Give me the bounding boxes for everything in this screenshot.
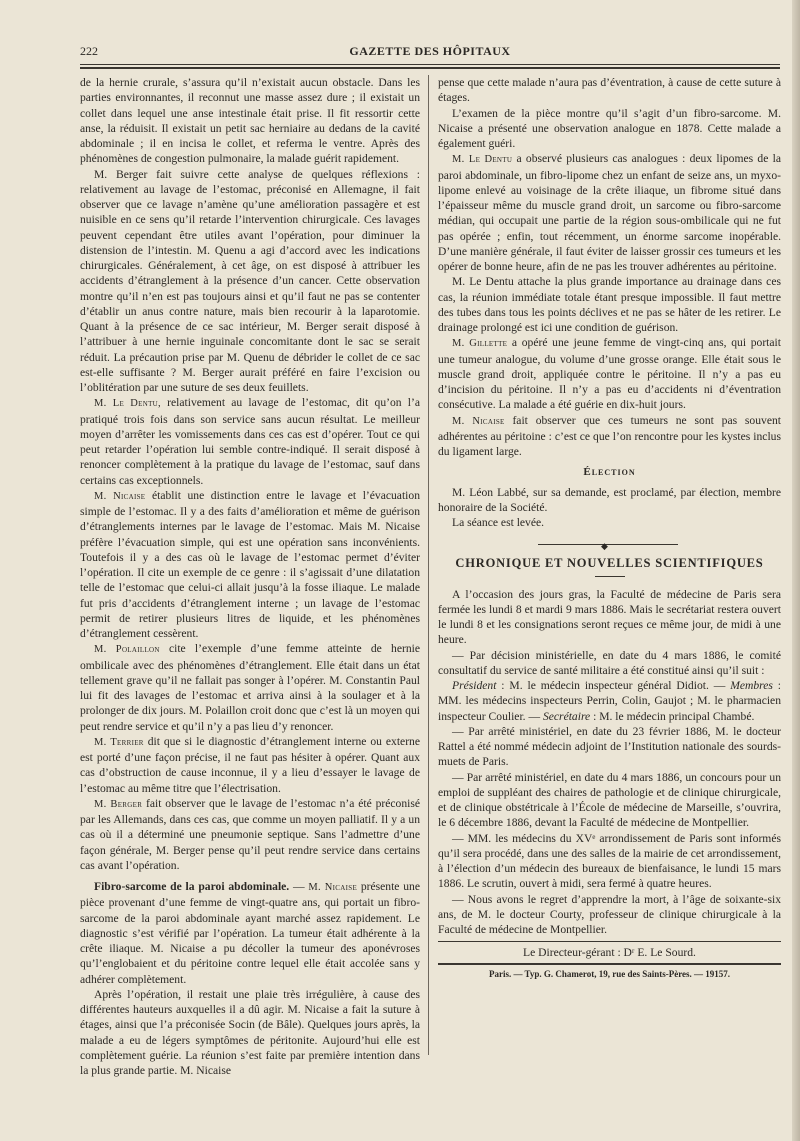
- speaker-name: M. Gillette: [452, 338, 508, 350]
- speaker-name: M. Polaillon: [94, 644, 160, 656]
- paragraph: M. Polaillon cite l’exemple d’une femme atteinte de hernie ombilicale avec des phénomènes d’étranglement. Elle était dans un état tellement grave qu’il ne fallait pas songer à l’opérer. M. Constantin Paul lui fit des lavages de l’estomac et arriva ainsi à la soulager et à la prolonger de dix jours. M. Polaillon croit donc que c’est là un moyen qui peut rendre service et qu’il n’y a pas lieu d’y renoncer.: [80, 642, 420, 733]
- paragraph: M. Berger fait suivre cette analyse de quelques réflexions : relativement au lavage de l’estomac, préconisé en Allemagne, il fait observer que ce lavage n’amène qu’une amélioration passagère et est nuisible en ce sens qu’il retarde l’intervention chirurgicale. Ces lavages peuvent cependant être utiles avant l’opération, pour diminuer la distension de l’intestin. M. Quenu a agi d’accord avec les indications chirurgicales. Généralement, à cet âge, on est disposé à attribuer les accidents d’étranglement à la présence d’un cancer. Cette observation montre qu’il n’en est pas toujours ainsi et qu’il faut ne pas se contenter d’établir un anus contre nature, mais bien recourir à la laparotomie. Quant à la présence de ce sac intérieur, M. Berger serait disposé à l’attribuer à une hernie inguinale concomitante dont le sac se serait réduit. La précaution prise par M. Quenu de débrider le collet de ce sac est-elle suffisante ? M. Berger aurait préféré en faire l’excision ou l’oblitération par une suture de ses deux feuillets.: [80, 167, 420, 394]
- left-column: [80, 75, 420, 1078]
- paragraph: — Nous avons le regret d’apprendre la mort, à l’âge de soixante-six ans, de M. le docteur Courty, professeur de clinique chirurgicale à la Faculté de médecine de Montpellier.: [438, 892, 781, 936]
- paragraph: M. Léon Labbé, sur sa demande, est proclamé, par élection, membre honoraire de la Société.: [438, 485, 781, 514]
- election-heading: Élection: [583, 466, 636, 479]
- paragraph: La séance est levée.: [452, 516, 545, 529]
- paragraph: M. Le Dentu, relativement au lavage de l’estomac, dit qu’on l’a pratiqué trois fois dans son service sans aucun résultat. Le meilleur moyen d’arrêter les vomissements dans ces cas est d’opérer. Tout ce qui peut retarder l’opération lui semble contre-indiqué. Il serait disposé à renoncer complètement à la pratique du lavage de l’estomac, sauf dans certains cas exceptionnels.: [80, 396, 420, 487]
- speaker-name: M. Nicaise: [308, 882, 358, 893]
- paragraph: L’examen de la pièce montre qu’il s’agit d’un fibro-sarcome. M. Nicaise a présenté une observation analogue en 1878. Cette malade a également guéri.: [438, 106, 781, 150]
- paragraph: M. Nicaise fait observer que ces tumeurs ne sont pas souvent adhérentes au péritoine : c’est ce que l’on rencontre pour les kystes inclus du ligament large.: [438, 413, 781, 458]
- paragraph: M. Terrier dit que si le diagnostic d’étranglement interne ou externe est porté d’une façon précise, il ne faut pas hésiter à opérer. Quant aux cas d’obstruction de cause inconnue, il y a lieu d’essayer le lavage de l’estomac au même titre que l’électrisation.: [80, 734, 421, 795]
- page-header: [80, 44, 780, 64]
- short-rule: [595, 576, 625, 577]
- paragraph: — Par arrêté ministériel, en date du 23 février 1886, M. le docteur Rattel a été nommé médecin adjoint de l’Institution nationale des sourds-muets de Paris.: [438, 724, 781, 769]
- paragraph: — MM. les médecins du XVᵉ arrondissement de Paris sont informés qu’il sera procédé, dans une des salles de la mairie de cet arrondissement, à l’élection d’un médecin des bureaux de bienfaisance, le lundi 15 mars 1886. Le scrutin, ouvert à midi, sera fermé à quatre heures.: [438, 831, 781, 891]
- paragraph: de la hernie crurale, s’assura qu’il n’existait aucun obstacle. Dans les parties environnantes, il reconnut une masse assez dure ; il existait un collet dans lequel une anse intestinale était prise. Il fit ressortir cette anse, la réduisit. Il existait un petit sac herniaire au dedans de la cavité abdominale ; il en incisa le collet, et referma le ventre. Après des phénomènes de congestion pulmonaire, la malade guérit rapidement.: [80, 76, 420, 166]
- section-heading: Fibro-sarcome de la paroi abdominale.: [94, 880, 290, 893]
- signature-line: Le Directeur-gérant : Dʳ E. Le Sourd.: [523, 946, 696, 960]
- ornament-divider: ◆: [438, 538, 781, 550]
- paragraph: M. Berger fait observer que le lavage de l’estomac n’a été préconisé par les Allemands, dans ces cas, que comme un moyen palliatif. Il y a un cas où il a déterminé une pneumonie septique. Sans l’admettre d’une façon générale, M. Berger pense qu’il peut rendre service dans certains cas avant l’opération.: [80, 796, 420, 872]
- paragraph: Fibro-sarcome de la paroi abdominale. — M. Nicaise présente une pièce provenant d’une femme de vingt-quatre ans, qui portait un fibro-sarcome de la paroi abdominale ayant marché assez rapidement. Le diagnostic s’est vérifié par l’opération. La tumeur était adhérente à la crête iliaque. M. Nicaise a pu décoller la tumeur des aponévroses qu’l’englobaient et du péritoine contre lequel elle était accolée sans y adhérer complètement.: [80, 880, 420, 986]
- paragraph: M. Le Dentu a observé plusieurs cas analogues : deux lipomes de la paroi abdominale, un fibro-lipome chez un enfant de seize ans, un myxo-lipome enlevé au voisinage de la crête iliaque, un fibrome situé dans l’épaisseur même du muscle grand droit, un sarcome ou fibro-sarcome médian, qui occupait une partie de la région sous-ombilicale qui ne fut pas opérée ; enfin, tout récemment, un énorme sarcome inopérable. D’une manière générale, il faut éviter de laisser grossir ces tumeurs et les opérer de bonne heure, afin de ne pas les trouver adhérentes au péritoine.: [438, 152, 781, 273]
- speaker-name: M. Le Dentu,: [94, 398, 161, 410]
- header-rule-thick: [80, 67, 780, 69]
- paragraph: M. Nicaise établit une distinction entre le lavage et l’évacuation simple de l’estomac. Il y a des faits d’amélioration et même de guérison d’étranglements internes par le lavage de l’estomac. Mais M. Nicaise préfère l’évacuation simple, qui est une opération sans inconvénients. Toutefois il y a des cas où le lavage de l’estomac permet d’éviter l’opération. Il cite un exemple de ce genre : il s’agissait d’une dilatation telle de l’estomac que celui-ci allait jusqu’à la fosse iliaque. Le malade fut pris d’accidents d’étranglement interne ; un lavage de l’estomac permit de retirer plusieurs litres de liquide, et les phénomènes d’étranglement cessèrent.: [80, 488, 420, 640]
- header-rule-thin: [80, 64, 780, 65]
- printer-imprint: Paris. — Typ. G. Chamerot, 19, rue des Saints-Pères. — 19157.: [488, 968, 731, 979]
- paragraph: M. Le Dentu attache la plus grande importance au drainage dans ces cas, la réunion immédiate totale étant presque impossible. Il faut mettre des tubes dans tous les points déclives et ne pas se hâter de les retirer. Le drainage prolongé est ici une condition de guérison.: [438, 275, 781, 334]
- speaker-name: M. Berger: [94, 798, 143, 810]
- page-number: 222: [80, 44, 98, 58]
- footer-rule: [438, 941, 781, 942]
- paragraph: Président : M. le médecin inspecteur général Didiot. — Membres : MM. les médecins inspecteurs Perrin, Colin, Gaujot ; M. le pharmacien inspecteur Coulier. — Secrétaire : M. le médecin principal Chambé.: [438, 679, 781, 723]
- paragraph: A l’occasion des jours gras, la Faculté de médecine de Paris sera fermée les lundi 8 et mardi 9 mars 1886. Mais le secrétariat restera ouvert le lundi 8 et les consignations seront reçues ce même jour, de midi à une heure.: [438, 587, 781, 647]
- column-separator: [428, 75, 429, 1055]
- speaker-name: M. Terrier: [94, 736, 144, 748]
- speaker-name: M. Nicaise: [94, 490, 146, 502]
- speaker-name: M. Le Dentu: [452, 154, 513, 166]
- paragraph: pense que cette malade n’aura pas d’éventration, à cause de cette suture à étages.: [438, 76, 781, 105]
- chronicle-heading: CHRONIQUE ET NOUVELLES SCIENTIFIQUES: [455, 556, 764, 571]
- speaker-name: M. Nicaise: [452, 415, 505, 427]
- page-edge: [792, 0, 800, 1141]
- right-column: [438, 75, 781, 982]
- paragraph: Après l’opération, il restait une plaie très irrégulière, à cause des différentes hauteurs auxquelles il a dû agir. M. Nicaise a fait la suture à étages, ainsi que l’a préconisée Socin (de Bâle). Quelques jours après, la malade a eu de légers symptômes de péritonite. Aujourd’hui elle est complètement guérie. La réunion s’est faite par première intention dans la plus grande partie. M. Nicaise: [80, 987, 420, 1077]
- paragraph: — Par décision ministérielle, en date du 4 mars 1886, le comité consultatif du service de santé militaire a été constitué ainsi qu’il suit :: [438, 648, 781, 677]
- paragraph: — Par arrêté ministériel, en date du 4 mars 1886, un concours pour un emploi de suppléant des chaires de pathologie et de clinique chirurgicale, et de clinique obstétricale à l’École de médecine de Marseille, s’ouvrira, le 6 décembre 1886, devant la Faculté de médecine de Montpellier.: [438, 770, 781, 830]
- paragraph: M. Gillette a opéré une jeune femme de vingt-cinq ans, qui portait une tumeur analogue, du volume d’une grosse orange. Elle était sous le muscle grand droit, appliquée contre le péritoine. Il n’y a pas eu d’incision du péritoine. Il n’y a pas eu d’accidents ni d’éventration consécutive. La malade a été guérie en dix-huit jours.: [438, 336, 781, 412]
- journal-title: GAZETTE DES HÔPITAUX: [349, 44, 511, 58]
- footer-rule-thick: [438, 963, 781, 965]
